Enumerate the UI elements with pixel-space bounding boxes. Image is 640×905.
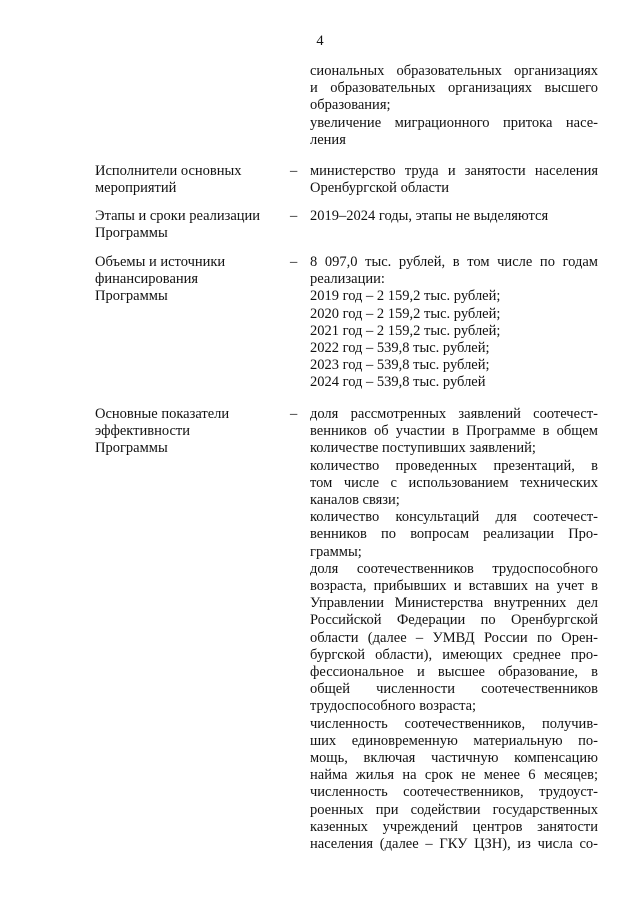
row-value: [310, 406, 598, 853]
row-label: [95, 163, 280, 197]
value-line: каналов связи;: [310, 492, 400, 509]
value-line: 2023 год – 539,8 тыс. рублей;: [310, 357, 490, 374]
row-value: [310, 163, 598, 197]
value-line: фессиональное и высшее образование, в: [310, 664, 598, 681]
dash-separator: –: [290, 163, 298, 179]
label-line: Объемы и источники: [95, 254, 226, 270]
value-line: численность соотечественников, получив-: [310, 715, 598, 732]
value-line: казенных учреждений центров занятости: [310, 818, 598, 835]
label-line: мероприятий: [95, 180, 177, 197]
value-line: Оренбургской области: [310, 180, 450, 197]
text-line: увеличение миграционного притока насе-: [310, 114, 598, 131]
value-line: количество консультаций для соотечест-: [310, 509, 598, 526]
row-label: [95, 208, 280, 242]
value-line: венников по вопросам реализации Про-: [310, 526, 598, 543]
value-line: граммы;: [310, 543, 362, 560]
value-line: 2019–2024 годы, этапы не выделяются: [310, 208, 549, 224]
value-line: венников об участии в Программе в общем: [310, 423, 598, 440]
value-line: доля соотечественников трудоспособного: [310, 560, 598, 577]
value-line: количестве поступивших заявлений;: [310, 440, 536, 457]
value-line: 2019 год – 2 159,2 тыс. рублей;: [310, 288, 501, 305]
value-line: найма жилья на срок не менее 6 месяцев;: [310, 767, 598, 784]
value-line: 2024 год – 539,8 тыс. рублей: [310, 374, 486, 391]
dash-separator: –: [290, 406, 298, 422]
value-line: доля рассмотренных заявлений соотечест-: [310, 406, 598, 422]
value-line: численность соотечественников, трудоуст-: [310, 784, 598, 801]
value-line: 2022 год – 539,8 тыс. рублей;: [310, 340, 490, 357]
value-line: ших единовременную материальную по-: [310, 732, 598, 749]
value-line: Управлении Министерства внутренних дел: [310, 595, 598, 612]
label-line: финансирования: [95, 271, 199, 288]
value-line: области (далее – УМВД России по Орен-: [310, 629, 598, 646]
value-line: мощь, включая частичную компенсацию: [310, 750, 598, 767]
label-line: Программы: [95, 440, 168, 457]
value-line: 2020 год – 2 159,2 тыс. рублей;: [310, 305, 501, 322]
text-line: и образовательных организациях высшего: [310, 80, 598, 97]
value-line: Российской Федерации по Оренбургской: [310, 612, 598, 629]
label-line: Исполнители основных: [95, 163, 242, 179]
text-line: ления: [310, 131, 346, 148]
row-value: [310, 254, 598, 392]
value-line: роенных при содействии государственных: [310, 801, 598, 818]
value-line: возраста, прибывших и вставших на учет в: [310, 578, 598, 595]
text-line: сиональных образовательных организациях: [310, 63, 598, 79]
text-line: образования;: [310, 97, 391, 114]
dash-separator: –: [290, 254, 298, 270]
value-line: количество проведенных презентаций, в: [310, 457, 598, 474]
value-line: 8 097,0 тыс. рублей, в том числе по годам: [310, 254, 598, 270]
value-line: 2021 год – 2 159,2 тыс. рублей;: [310, 322, 501, 339]
value-line: реализации:: [310, 271, 385, 288]
row-value: [310, 208, 598, 225]
page-number: 4: [316, 33, 324, 49]
label-line: Программы: [95, 225, 168, 242]
value-line: населения (далее – ГКУ ЦЗН), из числа со-: [310, 836, 598, 853]
label-line: эффективности: [95, 423, 190, 440]
value-line: том числе с использованием технических: [310, 474, 598, 491]
value-line: бургской области), имеющих среднее про-: [310, 646, 598, 663]
label-line: Этапы и сроки реализации: [95, 208, 261, 224]
label-line: Программы: [95, 288, 168, 305]
value-line: общей численности соотечественников: [310, 681, 598, 698]
row-label: [95, 254, 280, 306]
value-line: трудоспособного возраста;: [310, 698, 477, 715]
dash-separator: –: [290, 208, 298, 224]
continuation-text: [310, 63, 598, 149]
row-label: [95, 406, 280, 458]
value-line: министерство труда и занятости населения: [310, 163, 598, 179]
label-line: Основные показатели: [95, 406, 230, 422]
